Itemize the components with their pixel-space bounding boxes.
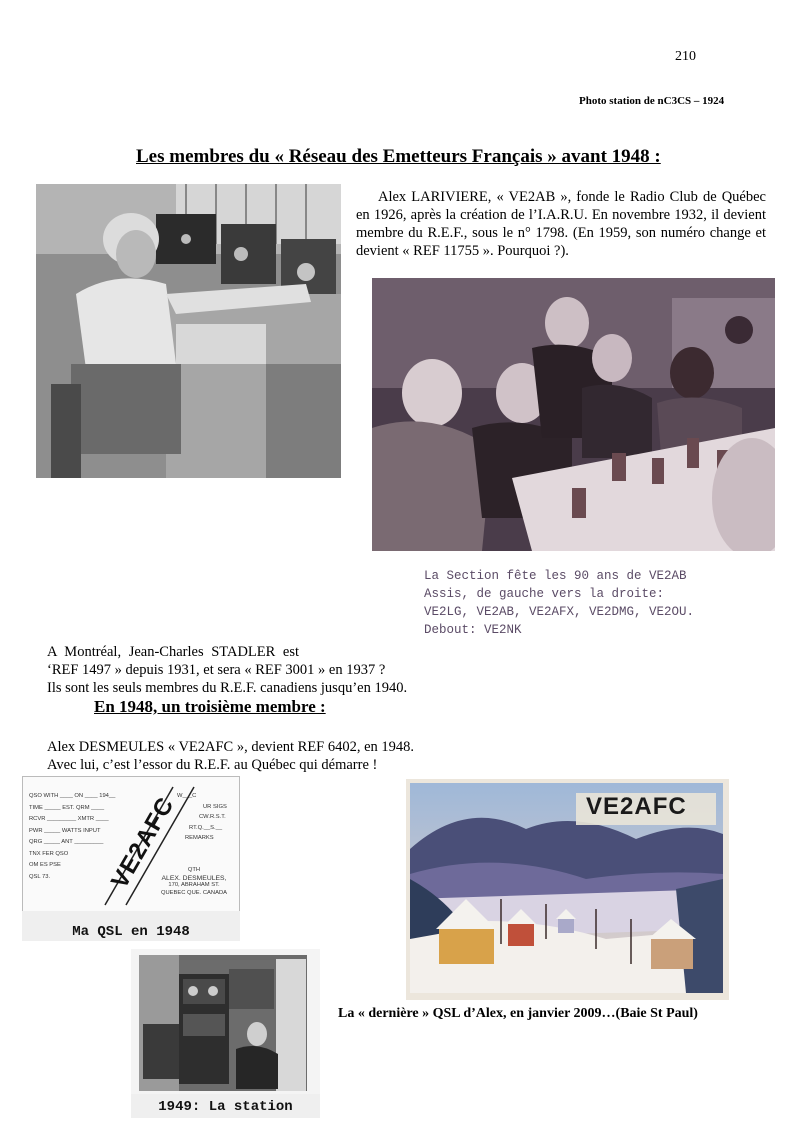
dinner-caption-line-1: La Section fête les 90 ans de VE2AB: [424, 569, 687, 583]
qsl-qth-label: QTH: [187, 867, 201, 873]
last-qsl-callsign: VE2AFC: [586, 793, 687, 820]
qsl-field: OM ES PSE: [29, 862, 61, 868]
qsl-field: RCVR _________ XMTR ____: [29, 816, 109, 822]
stadler-line-3: Ils sont les seuls membres du R.E.F. canadiens jusqu’en 1940.: [47, 680, 408, 696]
dinner-photo: [372, 278, 775, 551]
last-qsl-card: [406, 779, 729, 1000]
qsl-card-1948: [22, 776, 240, 913]
qsl-right-fields: [171, 791, 227, 844]
last-qsl-caption: La « dernière » QSL d’Alex, en janvier 2009…(Baie St Paul): [338, 1006, 698, 1021]
top-caption: Photo station de nC3CS – 1924: [579, 95, 725, 107]
station-1949-photo: [131, 949, 320, 1094]
station-1949-caption: 1949: La station: [131, 1094, 320, 1118]
qsl-city: QUEBEC QUE. CANADA: [160, 889, 228, 896]
dinner-caption: [424, 567, 694, 639]
section-subheading: En 1948, un troisième membre :: [94, 697, 326, 716]
desmeules-paragraph: [47, 738, 487, 774]
station-1949-illustration: [131, 949, 320, 1094]
lariviere-paragraph: Alex LARIVIERE, « VE2AB », fonde le Radio Club de Québec en 1926, après la création de l’I.A.R.U. En novembre 1932, il devient membre du R.E.F., sous le n° 1798. (En 1959, son numéro change et devient « REF 11755 ». Pourquoi ?).: [356, 189, 766, 259]
stadler-paragraph: [47, 643, 467, 697]
qsl-field: TNX FER QSO: [29, 850, 69, 857]
qsl-field: QSO WITH ____ ON ____ 194__: [29, 793, 116, 799]
qsl-field: QRG _____ ANT _________: [29, 839, 104, 845]
radio-operator-illustration: [36, 184, 341, 478]
qsl-1948-caption: Ma QSL en 1948: [22, 911, 240, 941]
stadler-line-2: ‘REF 1497 » depuis 1931, et sera « REF 3001 » en 1937 ?: [47, 662, 386, 678]
stadler-line-1: A Montréal, Jean-Charles STADLER est: [47, 644, 300, 660]
radio-operator-photo: [36, 184, 341, 478]
qsl-callsign: VE2AFC: [106, 792, 180, 894]
qsl-field: TIME _____ EST. QRM ____: [29, 804, 105, 811]
dinner-caption-line-2: Assis, de gauche vers la droite:: [424, 587, 665, 601]
qsl-field: RT.Q.__S.__: [189, 824, 223, 831]
qsl-owner-name: ALEX. DESMEULES,: [161, 874, 227, 882]
qsl-field: PWR _____ WATTS INPUT: [29, 827, 101, 834]
dinner-caption-line-4: Debout: VE2NK: [424, 623, 522, 637]
qsl-address: 170, ABRAHAM ST.: [168, 882, 220, 888]
desmeules-line-2: Avec lui, c’est l’essor du R.E.F. au Québec qui démarre !: [47, 757, 378, 773]
qsl-field: UR SIGS: [203, 803, 227, 810]
dinner-illustration: [372, 278, 775, 551]
dinner-caption-line-3: VE2LG, VE2AB, VE2AFX, VE2DMG, VE2OU.: [424, 605, 695, 619]
qsl-field: CW.R.S.T.: [199, 814, 226, 820]
qsl-field: REMARKS: [185, 835, 214, 841]
page-title: Les membres du « Réseau des Emetteurs Français » avant 1948 :: [136, 146, 661, 167]
qsl-field: QSL 73.: [29, 873, 51, 880]
desmeules-line-1: Alex DESMEULES « VE2AFC », devient REF 6402, en 1948.: [47, 739, 415, 755]
qsl-field: W___C: [177, 793, 197, 799]
qsl-address-block: [151, 867, 237, 897]
page-number: 210: [675, 49, 696, 64]
